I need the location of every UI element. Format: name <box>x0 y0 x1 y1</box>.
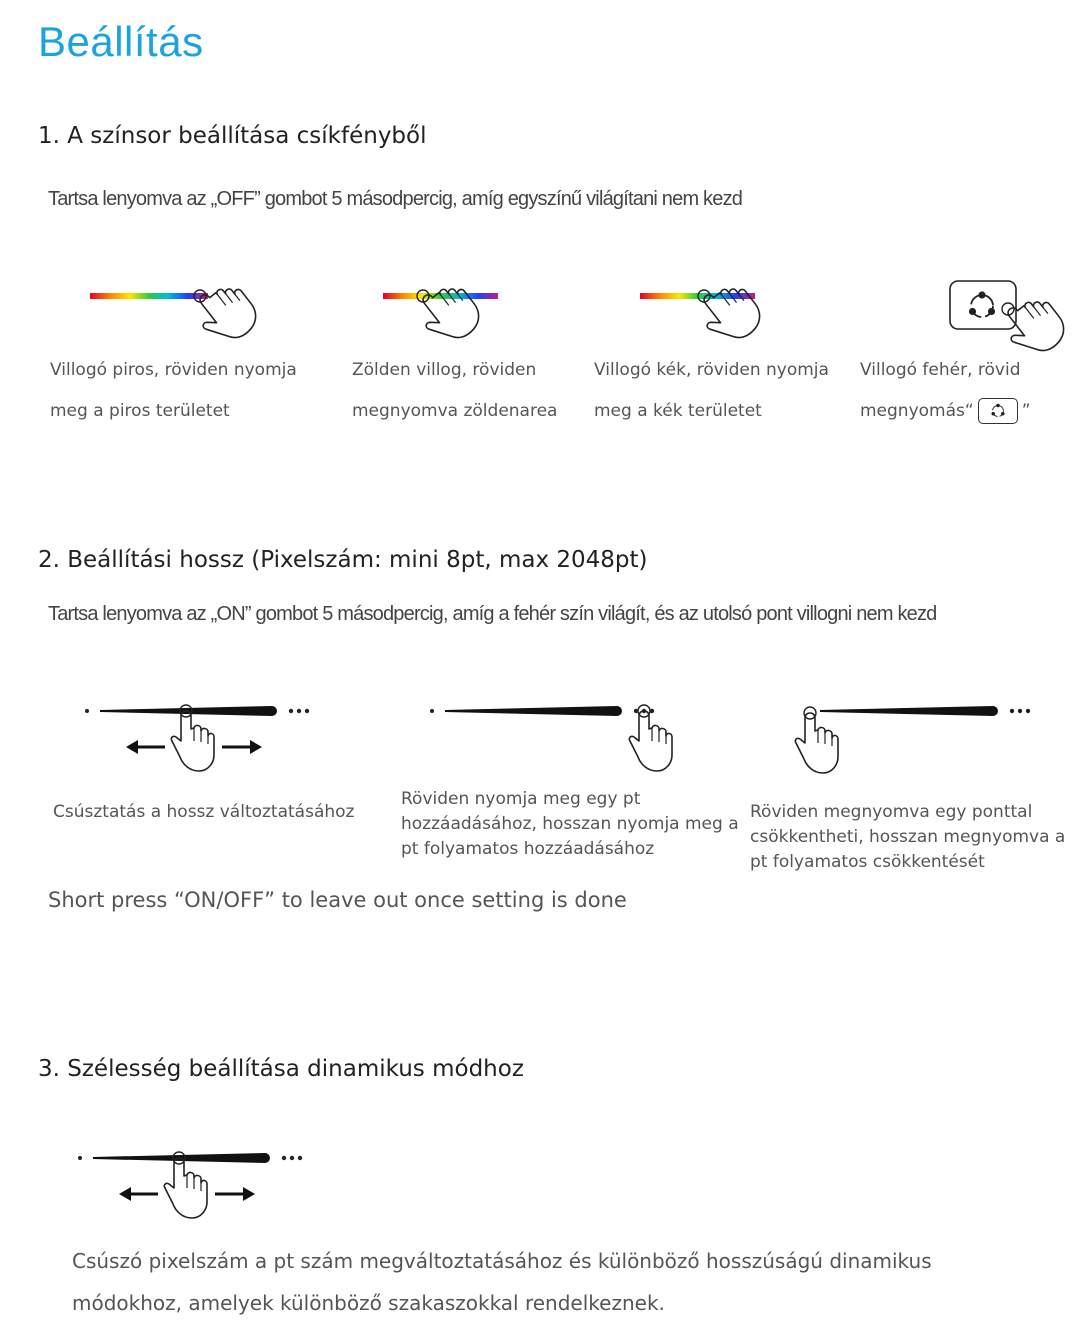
slide-width-icon <box>73 1145 313 1225</box>
slide-length-icon <box>80 698 320 778</box>
add-point-caption: Röviden nyomja meg egy pt hozzáadásához, hosszan nyomja meg a pt folyamatos hozzáadásához <box>401 789 739 859</box>
step3-caption: Villogó kék, röviden nyomja meg a kék területet <box>594 360 829 421</box>
step4-caption: Villogó fehér, rövid megnyomás“ ” <box>860 350 1031 432</box>
section1-instruction: Tartsa lenyomva az „OFF” gombot 5 másodpercig, amíg egyszínű világítani nem kezd <box>48 188 743 210</box>
rainbow-strip-red-touch-icon <box>90 290 260 350</box>
mode-button-icon <box>978 398 1018 424</box>
rainbow-strip-blue-touch-icon <box>640 290 810 350</box>
remove-point-icon <box>795 698 1035 778</box>
section2-instruction: Tartsa lenyomva az „ON” gombot 5 másodpercig, amíg a fehér szín világít, és az utolsó pont villogni nem kezd <box>48 603 937 625</box>
page-title: Beállítás <box>38 18 204 65</box>
remove-point-caption: Röviden megnyomva egy ponttal csökkentheti, hosszan megnyomva a pt folyamatos csökkentését <box>750 802 1066 872</box>
section3-paragraph: Csúszó pixelszám a pt szám megváltoztatásához és különböző hosszúságú dinamikus módokhoz, amelyek különböző szakaszokkal rendelkeznek. <box>72 1249 932 1315</box>
slide-caption: Csúsztatás a hossz változtatásához <box>53 802 355 822</box>
step1-caption: Villogó piros, röviden nyomja meg a piros területet <box>50 360 297 421</box>
section3-heading: 3. Szélesség beállítása dinamikus módhoz <box>38 1056 524 1082</box>
section2-heading: 2. Beállítási hossz (Pixelszám: mini 8pt, max 2048pt) <box>38 547 648 573</box>
section2-note: Short press “ON/OFF” to leave out once setting is done <box>48 888 627 912</box>
step2-caption: Zölden villog, röviden megnyomva zöldenarea <box>352 360 558 421</box>
add-point-icon <box>425 698 665 778</box>
mode-button-touch-icon <box>948 279 1058 359</box>
rainbow-strip-green-touch-icon <box>383 290 553 350</box>
section1-heading: 1. A színsor beállítása csíkfényből <box>38 123 427 149</box>
